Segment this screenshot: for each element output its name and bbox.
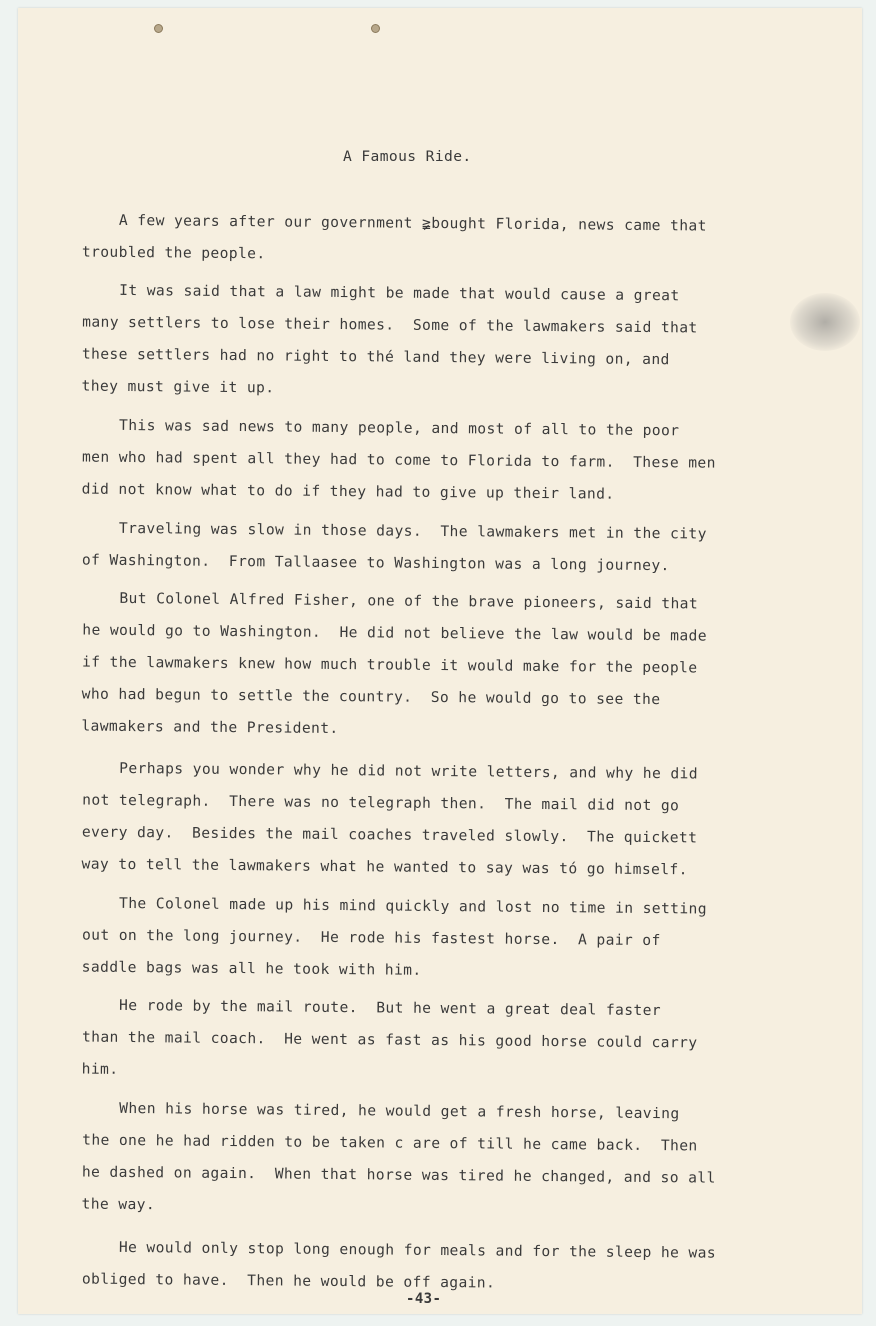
typed-text [18, 8, 862, 1314]
paragraph-2 [81, 275, 802, 410]
text-line: him. [81, 1060, 119, 1078]
page-number: -43- [406, 1291, 442, 1307]
paragraph-3 [82, 410, 803, 513]
text-line: they must give it up. [81, 377, 275, 397]
paragraph-8 [82, 990, 803, 1093]
text-line: The Colonel made up his mind quickly and lost no time in setting [82, 894, 708, 918]
document-title: A Famous Ride. [343, 148, 472, 165]
text-line: he dashed on again. When that horse was tired he changed, and so all [81, 1163, 716, 1187]
text-line: He would only stop long enough for meals and for the sleep he was [82, 1238, 717, 1262]
text-line: A few years after our government ≩bought Florida, news came that [82, 211, 707, 235]
paragraph-4 [82, 513, 803, 584]
document-page [18, 8, 862, 1314]
text-line: This was sad news to many people, and most of all to the poor [82, 416, 680, 440]
paragraph-9 [81, 1093, 802, 1228]
text-line: out on the long journey. He rode his fastest horse. A pair of [81, 926, 661, 950]
text-line: of Washington. From Tallaasee to Washington was a long journey. [81, 551, 670, 575]
text-line: if the lawmakers knew how much trouble it would make for the people [81, 653, 698, 677]
text-line: men who had spent all they had to come to Florida to farm. These men [81, 448, 716, 472]
text-line: obliged to have. Then he would be off again. [81, 1270, 496, 1292]
text-line: lawmakers and the President. [81, 717, 339, 738]
paragraph-1 [82, 205, 803, 276]
text-line: the way. [81, 1195, 156, 1214]
text-line: Traveling was slow in those days. The lawmakers met in the city [82, 519, 707, 543]
text-line: troubled the people. [81, 243, 266, 263]
text-line: saddle bags was all he took with him. [81, 958, 422, 979]
paragraph-5 [81, 583, 803, 750]
text-line: every day. Besides the mail coaches traveled slowly. The quickett [81, 823, 698, 847]
text-line: these settlers had no right to thé land they were living on, and [81, 345, 670, 369]
text-line: way to tell the lawmakers what he wanted to say was tó go himself. [81, 855, 688, 879]
text-line: did not know what to do if they had to give up their land. [81, 480, 615, 503]
text-line: many settlers to lose their homes. Some of the lawmakers said that [82, 313, 698, 337]
text-line: the one he had ridden to be taken c are of till he came back. Then [82, 1131, 698, 1155]
paragraph-7 [82, 888, 803, 991]
text-line: than the mail coach. He went as fast as his good horse could carry [81, 1028, 698, 1052]
text-line: It was said that a law might be made that would cause a great [82, 281, 680, 305]
text-line: not telegraph. There was no telegraph then. The mail did not go [82, 791, 680, 815]
text-line: But Colonel Alfred Fisher, one of the brave pioneers, said that [82, 589, 699, 613]
text-line: He rode by the mail route. But he went a great deal faster [82, 996, 662, 1020]
text-line: When his horse was tired, he would get a fresh horse, leaving [82, 1099, 680, 1123]
text-line: he would go to Washington. He did not believe the law would be made [82, 621, 708, 645]
text-line: Perhaps you wonder why he did not write letters, and why he did [82, 759, 699, 783]
paragraph-10 [82, 1232, 803, 1303]
text-line: who had begun to settle the country. So he would go to see the [81, 685, 661, 709]
paragraph-6 [81, 753, 802, 888]
